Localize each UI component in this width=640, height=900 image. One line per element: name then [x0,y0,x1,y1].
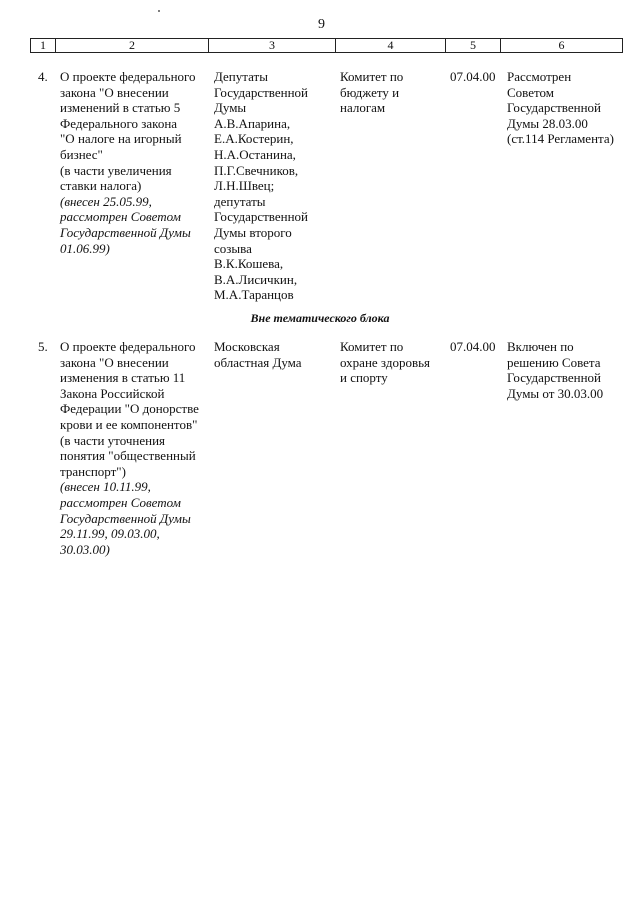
author-line: Н.А.Останина, [214,146,296,162]
author-line: областная Дума [214,354,302,370]
status-line: решению Совета [507,354,601,370]
bill-title-line: Федерации "О донорстве [60,401,199,417]
author-line: Государственной [214,84,309,100]
author-line: В.К.Кошева, [214,256,284,272]
committee-line: налогам [340,100,386,116]
responsible-committee [340,339,446,386]
committee-line: Комитет по [340,69,404,84]
entry-number: 5. [38,339,48,354]
author-line: Думы [214,100,247,116]
column-number: 4 [336,39,446,53]
bill-title-line: О проекте федерального [60,339,196,354]
author-line: Депутаты [214,69,268,84]
bill-title-line: Федерального закона [60,115,178,131]
review-date: 07.04.00 [450,339,496,354]
bill-note-line: рассмотрен Советом [60,494,181,510]
author-line: созыва [214,240,252,256]
column-number: 6 [501,39,623,53]
committee-line: Комитет по [340,339,404,354]
page-number: 9 [318,17,325,32]
author-line: П.Г.Свечников, [214,162,299,178]
bill-note-line: рассмотрен Советом [60,209,181,225]
bill-title-line: изменения в статью 11 [60,370,186,386]
status-line: Советом [507,84,554,100]
bill-note-line: (внесен 25.05.99, [60,193,152,209]
bill-note-line: 01.06.99) [60,240,110,256]
author-line: Л.Н.Швец; [214,178,275,194]
author-line: А.В.Апарина, [214,115,291,131]
bill-title-line: О проекте федерального [60,69,196,84]
bill-title-line: "О налоге на игорный [60,131,182,147]
bill-title-line: понятия "общественный [60,448,196,464]
author-line: В.А.Лисичкин, [214,271,298,287]
bill-note-line: Государственной Думы [60,224,191,240]
committee-line: и спорту [340,370,388,386]
bill-title-line: (в части увеличения [60,162,172,178]
status-line: Рассмотрен [507,69,572,84]
status-line: Государственной [507,100,602,116]
bill-title-line: бизнес" [60,146,103,162]
scan-speck [158,10,160,12]
bill-title-line: Закона Российской [60,385,165,401]
bill-title [60,339,208,557]
author-line: Думы второго [214,224,292,240]
bill-status [507,339,627,401]
bill-title [60,69,208,256]
bill-title-line: крови и ее компонентов" [60,416,198,432]
bill-note-line: 29.11.99, 09.03.00, [60,526,160,542]
entry-number: 4. [38,69,48,84]
bill-title-line: транспорт") [60,463,126,479]
status-line: Включен по [507,339,574,354]
status-line: Государственной [507,370,602,386]
bill-title-line: закона "О внесении [60,354,169,370]
bill-authors [214,69,336,303]
bill-title-line: изменений в статью 5 [60,100,181,116]
bill-title-line: (в части уточнения [60,432,166,448]
column-number: 3 [209,39,336,53]
column-number-header [30,38,623,53]
author-line: М.А.Таранцов [214,287,294,303]
bill-title-line: закона "О внесении [60,84,169,100]
bill-note-line: (внесен 10.11.99, [60,479,151,495]
column-number: 1 [40,38,46,52]
author-line: Московская [214,339,280,354]
responsible-committee [340,69,446,116]
bill-title-line: ставки налога) [60,178,142,194]
committee-line: охране здоровья [340,354,430,370]
section-heading: Вне тематического блока [250,311,390,325]
author-line: Е.А.Костерин, [214,131,294,147]
bill-note-line: 30.03.00) [60,541,110,557]
bill-status [507,69,627,147]
committee-line: бюджету и [340,84,400,100]
review-date: 07.04.00 [450,69,496,84]
status-line: Думы от 30.03.00 [507,385,604,401]
bill-note-line: Государственной Думы [60,510,191,526]
column-number: 2 [56,39,209,53]
column-number: 5 [446,39,501,53]
status-line: Думы 28.03.00 [507,115,588,131]
author-line: Государственной [214,209,309,225]
bill-authors [214,339,336,370]
status-line: (ст.114 Регламента) [507,131,614,147]
author-line: депутаты [214,193,266,209]
